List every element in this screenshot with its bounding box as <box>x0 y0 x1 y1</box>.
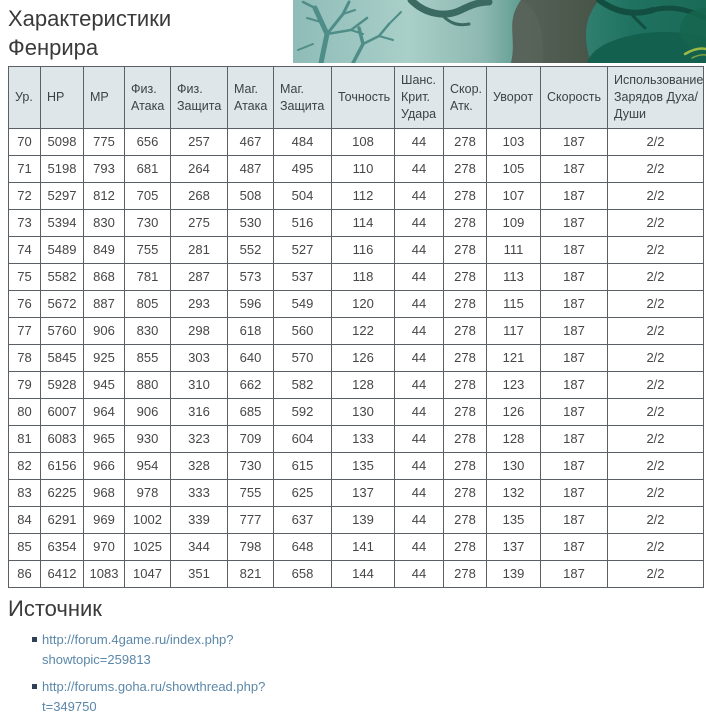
table-cell: 615 <box>274 453 332 480</box>
table-cell: 44 <box>395 237 444 264</box>
table-cell: 110 <box>332 156 395 183</box>
table-cell: 552 <box>228 237 274 264</box>
table-cell: 6007 <box>41 399 84 426</box>
table-cell: 44 <box>395 453 444 480</box>
column-header: Маг. Защита <box>274 67 332 129</box>
table-cell: 44 <box>395 345 444 372</box>
table-cell: 298 <box>171 318 228 345</box>
table-cell: 793 <box>84 156 125 183</box>
table-cell: 906 <box>125 399 171 426</box>
table-cell: 278 <box>444 399 487 426</box>
table-cell: 1002 <box>125 507 171 534</box>
sources-heading: Источник <box>8 596 102 621</box>
table-row <box>9 426 704 453</box>
column-header: Ур. <box>9 67 41 129</box>
table-cell: 5582 <box>41 264 84 291</box>
table-cell: 75 <box>9 264 41 291</box>
table-cell: 880 <box>125 372 171 399</box>
table-cell: 495 <box>274 156 332 183</box>
table-cell: 44 <box>395 399 444 426</box>
table-cell: 662 <box>228 372 274 399</box>
table-cell: 2/2 <box>608 318 704 345</box>
table-cell: 120 <box>332 291 395 318</box>
table-cell: 855 <box>125 345 171 372</box>
table-cell: 278 <box>444 453 487 480</box>
table-cell: 128 <box>332 372 395 399</box>
table-row <box>9 264 704 291</box>
table-cell: 328 <box>171 453 228 480</box>
table-cell: 930 <box>125 426 171 453</box>
table-row <box>9 183 704 210</box>
table-cell: 1083 <box>84 561 125 588</box>
column-header: Маг. Атака <box>228 67 274 129</box>
table-cell: 116 <box>332 237 395 264</box>
header-row <box>9 67 704 129</box>
table-cell: 44 <box>395 210 444 237</box>
table-cell: 775 <box>84 129 125 156</box>
table-cell: 730 <box>125 210 171 237</box>
table-cell: 187 <box>541 345 608 372</box>
table-cell: 504 <box>274 183 332 210</box>
table-cell: 137 <box>487 534 541 561</box>
table-cell: 44 <box>395 561 444 588</box>
table-cell: 278 <box>444 210 487 237</box>
table-cell: 44 <box>395 291 444 318</box>
table-cell: 868 <box>84 264 125 291</box>
table-cell: 278 <box>444 372 487 399</box>
table-cell: 84 <box>9 507 41 534</box>
table-cell: 103 <box>487 129 541 156</box>
table-cell: 287 <box>171 264 228 291</box>
table-row <box>9 399 704 426</box>
table-cell: 812 <box>84 183 125 210</box>
source-link[interactable]: http://forum.4game.ru/index.php?showtopic=259813 <box>42 632 234 667</box>
table-cell: 2/2 <box>608 183 704 210</box>
table-cell: 2/2 <box>608 426 704 453</box>
stats-table-header <box>9 67 704 129</box>
table-cell: 2/2 <box>608 156 704 183</box>
table-cell: 467 <box>228 129 274 156</box>
table-cell: 187 <box>541 534 608 561</box>
table-cell: 278 <box>444 534 487 561</box>
table-cell: 126 <box>487 399 541 426</box>
table-cell: 2/2 <box>608 264 704 291</box>
table-cell: 118 <box>332 264 395 291</box>
table-row <box>9 534 704 561</box>
table-cell: 516 <box>274 210 332 237</box>
table-cell: 2/2 <box>608 480 704 507</box>
table-cell: 278 <box>444 318 487 345</box>
table-cell: 133 <box>332 426 395 453</box>
table-cell: 821 <box>228 561 274 588</box>
table-cell: 805 <box>125 291 171 318</box>
source-list-item <box>32 677 312 717</box>
table-cell: 560 <box>274 318 332 345</box>
table-cell: 107 <box>487 183 541 210</box>
table-cell: 137 <box>332 480 395 507</box>
table-cell: 135 <box>332 453 395 480</box>
table-cell: 945 <box>84 372 125 399</box>
table-cell: 730 <box>228 453 274 480</box>
table-cell: 640 <box>228 345 274 372</box>
table-cell: 139 <box>487 561 541 588</box>
table-cell: 2/2 <box>608 507 704 534</box>
table-cell: 969 <box>84 507 125 534</box>
sources-list <box>32 630 312 720</box>
table-cell: 484 <box>274 129 332 156</box>
table-cell: 777 <box>228 507 274 534</box>
table-cell: 44 <box>395 129 444 156</box>
table-cell: 141 <box>332 534 395 561</box>
table-cell: 130 <box>332 399 395 426</box>
table-cell: 278 <box>444 561 487 588</box>
table-cell: 681 <box>125 156 171 183</box>
table-cell: 6225 <box>41 480 84 507</box>
table-cell: 487 <box>228 156 274 183</box>
fenrir-stats-table <box>8 66 704 588</box>
table-cell: 303 <box>171 345 228 372</box>
table-cell: 351 <box>171 561 228 588</box>
table-cell: 122 <box>332 318 395 345</box>
table-cell: 44 <box>395 318 444 345</box>
table-cell: 278 <box>444 291 487 318</box>
table-cell: 72 <box>9 183 41 210</box>
table-cell: 2/2 <box>608 561 704 588</box>
table-cell: 44 <box>395 183 444 210</box>
table-cell: 268 <box>171 183 228 210</box>
table-cell: 71 <box>9 156 41 183</box>
table-cell: 70 <box>9 129 41 156</box>
table-cell: 6412 <box>41 561 84 588</box>
table-cell: 139 <box>332 507 395 534</box>
table-cell: 80 <box>9 399 41 426</box>
table-row <box>9 156 704 183</box>
table-cell: 5672 <box>41 291 84 318</box>
table-cell: 76 <box>9 291 41 318</box>
table-cell: 187 <box>541 237 608 264</box>
table-cell: 5928 <box>41 372 84 399</box>
table-cell: 83 <box>9 480 41 507</box>
table-cell: 187 <box>541 156 608 183</box>
table-cell: 2/2 <box>608 345 704 372</box>
table-cell: 187 <box>541 183 608 210</box>
table-cell: 570 <box>274 345 332 372</box>
table-cell: 108 <box>332 129 395 156</box>
table-cell: 333 <box>171 480 228 507</box>
table-cell: 798 <box>228 534 274 561</box>
table-cell: 954 <box>125 453 171 480</box>
table-cell: 187 <box>541 480 608 507</box>
table-cell: 582 <box>274 372 332 399</box>
table-cell: 132 <box>487 480 541 507</box>
table-cell: 117 <box>487 318 541 345</box>
table-row <box>9 210 704 237</box>
table-row <box>9 561 704 588</box>
table-cell: 5489 <box>41 237 84 264</box>
stats-table-body <box>9 129 704 588</box>
table-cell: 978 <box>125 480 171 507</box>
table-cell: 73 <box>9 210 41 237</box>
table-cell: 187 <box>541 291 608 318</box>
table-cell: 257 <box>171 129 228 156</box>
table-cell: 187 <box>541 372 608 399</box>
table-cell: 2/2 <box>608 453 704 480</box>
table-cell: 278 <box>444 426 487 453</box>
table-cell: 6083 <box>41 426 84 453</box>
table-cell: 527 <box>274 237 332 264</box>
table-cell: 278 <box>444 183 487 210</box>
table-cell: 264 <box>171 156 228 183</box>
table-cell: 6354 <box>41 534 84 561</box>
table-cell: 323 <box>171 426 228 453</box>
column-header: HP <box>41 67 84 129</box>
table-cell: 965 <box>84 426 125 453</box>
table-cell: 6291 <box>41 507 84 534</box>
table-cell: 114 <box>332 210 395 237</box>
table-cell: 970 <box>84 534 125 561</box>
table-cell: 1025 <box>125 534 171 561</box>
table-cell: 278 <box>444 237 487 264</box>
table-cell: 5845 <box>41 345 84 372</box>
table-cell: 78 <box>9 345 41 372</box>
table-row <box>9 480 704 507</box>
page-title: Характеристики Фенрира <box>8 6 172 60</box>
table-cell: 81 <box>9 426 41 453</box>
table-cell: 187 <box>541 561 608 588</box>
table-row <box>9 453 704 480</box>
table-row <box>9 372 704 399</box>
table-cell: 2/2 <box>608 129 704 156</box>
table-cell: 530 <box>228 210 274 237</box>
column-header: Шанс. Крит. Удара <box>395 67 444 129</box>
table-cell: 44 <box>395 372 444 399</box>
table-cell: 126 <box>332 345 395 372</box>
table-cell: 130 <box>487 453 541 480</box>
table-cell: 44 <box>395 156 444 183</box>
table-cell: 2/2 <box>608 237 704 264</box>
table-cell: 187 <box>541 426 608 453</box>
table-cell: 281 <box>171 237 228 264</box>
table-cell: 648 <box>274 534 332 561</box>
table-cell: 339 <box>171 507 228 534</box>
table-cell: 596 <box>228 291 274 318</box>
source-list-item <box>32 630 312 670</box>
table-cell: 618 <box>228 318 274 345</box>
table-cell: 85 <box>9 534 41 561</box>
table-cell: 625 <box>274 480 332 507</box>
table-cell: 82 <box>9 453 41 480</box>
table-cell: 344 <box>171 534 228 561</box>
table-cell: 925 <box>84 345 125 372</box>
table-cell: 658 <box>274 561 332 588</box>
table-cell: 5098 <box>41 129 84 156</box>
table-cell: 278 <box>444 480 487 507</box>
table-cell: 187 <box>541 507 608 534</box>
table-cell: 278 <box>444 156 487 183</box>
table-cell: 830 <box>84 210 125 237</box>
table-cell: 123 <box>487 372 541 399</box>
table-cell: 115 <box>487 291 541 318</box>
table-cell: 187 <box>541 264 608 291</box>
table-cell: 5394 <box>41 210 84 237</box>
table-cell: 135 <box>487 507 541 534</box>
table-cell: 86 <box>9 561 41 588</box>
table-cell: 316 <box>171 399 228 426</box>
header-artwork-image <box>293 0 706 63</box>
table-cell: 187 <box>541 129 608 156</box>
table-cell: 5297 <box>41 183 84 210</box>
table-cell: 44 <box>395 534 444 561</box>
table-cell: 781 <box>125 264 171 291</box>
table-cell: 44 <box>395 426 444 453</box>
table-row <box>9 345 704 372</box>
table-cell: 592 <box>274 399 332 426</box>
bullet-square-icon <box>32 684 37 689</box>
table-cell: 968 <box>84 480 125 507</box>
table-cell: 2/2 <box>608 372 704 399</box>
table-cell: 906 <box>84 318 125 345</box>
table-cell: 44 <box>395 264 444 291</box>
table-cell: 77 <box>9 318 41 345</box>
column-header: Скорость <box>541 67 608 129</box>
table-cell: 2/2 <box>608 399 704 426</box>
table-row <box>9 507 704 534</box>
forest-illustration <box>293 0 706 63</box>
table-cell: 537 <box>274 264 332 291</box>
table-cell: 549 <box>274 291 332 318</box>
table-cell: 144 <box>332 561 395 588</box>
table-cell: 79 <box>9 372 41 399</box>
table-cell: 310 <box>171 372 228 399</box>
table-cell: 293 <box>171 291 228 318</box>
table-cell: 685 <box>228 399 274 426</box>
table-cell: 849 <box>84 237 125 264</box>
table-cell: 5198 <box>41 156 84 183</box>
table-cell: 830 <box>125 318 171 345</box>
table-cell: 44 <box>395 507 444 534</box>
table-cell: 278 <box>444 264 487 291</box>
column-header: MP <box>84 67 125 129</box>
table-cell: 1047 <box>125 561 171 588</box>
table-cell: 709 <box>228 426 274 453</box>
table-cell: 2/2 <box>608 291 704 318</box>
table-cell: 128 <box>487 426 541 453</box>
table-cell: 111 <box>487 237 541 264</box>
table-cell: 964 <box>84 399 125 426</box>
table-row <box>9 318 704 345</box>
table-cell: 112 <box>332 183 395 210</box>
table-cell: 6156 <box>41 453 84 480</box>
column-header: Физ. Защита <box>171 67 228 129</box>
table-cell: 887 <box>84 291 125 318</box>
column-header: Скор. Атк. <box>444 67 487 129</box>
table-row <box>9 129 704 156</box>
table-cell: 755 <box>228 480 274 507</box>
column-header: Использование Зарядов Духа/Души <box>608 67 704 129</box>
table-cell: 573 <box>228 264 274 291</box>
table-cell: 656 <box>125 129 171 156</box>
table-cell: 508 <box>228 183 274 210</box>
column-header: Физ. Атака <box>125 67 171 129</box>
table-cell: 705 <box>125 183 171 210</box>
table-row <box>9 237 704 264</box>
column-header: Уворот <box>487 67 541 129</box>
bullet-square-icon <box>32 637 37 642</box>
table-row <box>9 291 704 318</box>
table-cell: 105 <box>487 156 541 183</box>
column-header: Точность <box>332 67 395 129</box>
table-cell: 121 <box>487 345 541 372</box>
table-cell: 109 <box>487 210 541 237</box>
table-cell: 275 <box>171 210 228 237</box>
table-cell: 278 <box>444 507 487 534</box>
table-cell: 113 <box>487 264 541 291</box>
table-cell: 44 <box>395 480 444 507</box>
table-cell: 187 <box>541 210 608 237</box>
table-cell: 187 <box>541 453 608 480</box>
table-cell: 74 <box>9 237 41 264</box>
table-cell: 187 <box>541 318 608 345</box>
table-cell: 278 <box>444 129 487 156</box>
table-cell: 2/2 <box>608 534 704 561</box>
table-cell: 278 <box>444 345 487 372</box>
table-cell: 5760 <box>41 318 84 345</box>
table-cell: 604 <box>274 426 332 453</box>
table-cell: 637 <box>274 507 332 534</box>
table-cell: 966 <box>84 453 125 480</box>
table-cell: 755 <box>125 237 171 264</box>
table-cell: 187 <box>541 399 608 426</box>
table-cell: 2/2 <box>608 210 704 237</box>
source-link[interactable]: http://forums.goha.ru/showthread.php?t=349750 <box>42 679 266 714</box>
